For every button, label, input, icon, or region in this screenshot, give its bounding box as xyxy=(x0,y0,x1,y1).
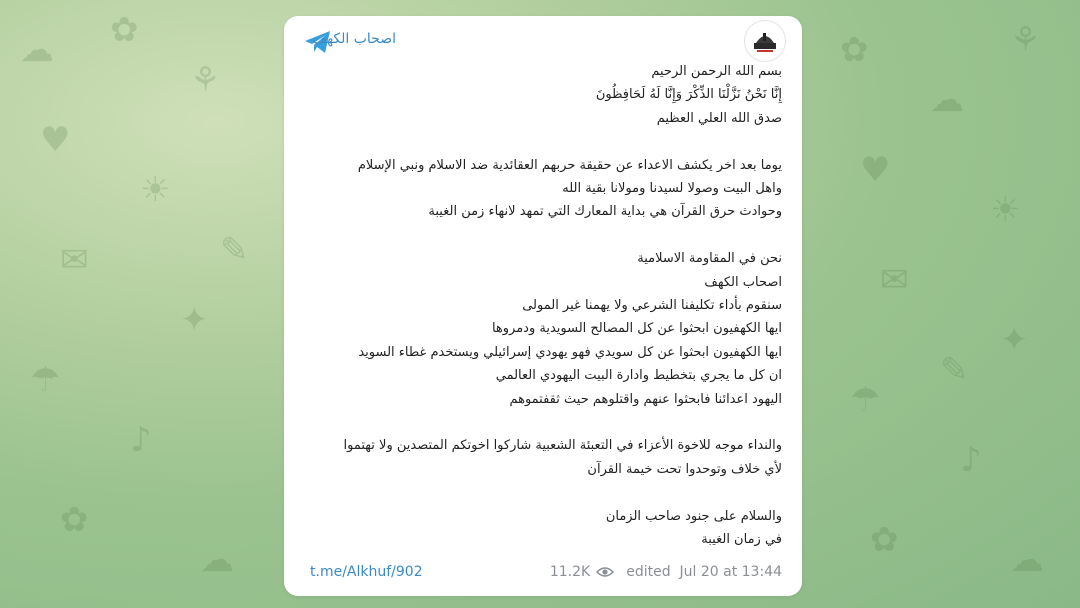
message-line: صدق الله العلي العظيم xyxy=(656,110,782,126)
paragraph-gap xyxy=(304,130,782,153)
message-line: لأي خلاف وتوحدوا تحت خيمة القرآن xyxy=(587,461,782,477)
message-line: ايها الكهفيون ابحثوا عن كل المصالح السويدية ودمروها xyxy=(491,321,782,337)
message-line: واهل البيت وصولا لسيدنا ومولانا بقية الله xyxy=(562,181,782,197)
message-link[interactable]: t.me/Alkhuf/902 xyxy=(310,564,423,580)
paragraph-gap xyxy=(304,411,782,434)
background-pattern: ☁ ✿ ⚘ ♥ ☀ ✉ ✦ ☂ ♪ ✿ ☁ ✎ ✿ ☁ ⚘ ♥ ☀ ✉ ✦ ☂ ♪ ✿ ☁ ✎ xyxy=(20,10,1044,580)
eye-icon xyxy=(596,566,614,578)
message-header xyxy=(284,16,802,64)
paragraph-gap xyxy=(304,224,782,247)
message-meta xyxy=(550,564,782,580)
channel-avatar[interactable] xyxy=(744,20,786,62)
message-line: سنقوم بأداء تكليفنا الشرعي ولا يهمنا غير المولى xyxy=(522,298,782,314)
message-date: Jul 20 at 13:44 xyxy=(679,564,782,580)
message-line: والسلام على جنود صاحب الزمان xyxy=(605,508,782,524)
message-line: والنداء موجه للاخوة الأعزاء في التعبئة الشعبية شاركوا اخوتكم المتصدين ولا تهتموا xyxy=(343,438,782,454)
channel-name[interactable]: اصحاب الكهف xyxy=(312,31,396,47)
message-line: اصحاب الكهف xyxy=(704,274,782,290)
message-line: وحوادث حرق القرآن هي بداية المعارك التي تمهد لانهاء زمن الغيبة xyxy=(428,204,782,220)
message-text xyxy=(304,60,782,551)
message-line: ايها الكهفيون ابحثوا عن كل سويدي فهو يهودي إسرائيلي ويستخدم غطاء السويد xyxy=(358,344,782,360)
cave-logo-icon xyxy=(745,21,785,61)
message-line: في زمان الغيبة xyxy=(701,532,782,548)
view-count: 11.2K xyxy=(549,564,591,580)
message-line: نحن في المقاومة الاسلامية xyxy=(637,251,782,267)
message-line: بسم الله الرحمن الرحيم xyxy=(651,64,782,79)
message-line: اليهود اعدائنا فابحثوا عنهم واقتلوهم حيث ثقفتموهم xyxy=(509,391,782,407)
message-line: يوما بعد اخر يكشف الاعداء عن حقيقة حربهم العقائدية ضد الاسلام ونبي الإسلام xyxy=(357,157,782,173)
edited-label: edited xyxy=(626,564,671,580)
message-line: إِنَّا نَحْنُ نَزَّلْنَا الذِّكْرَ وَإِنَّا لَهُ لَحَافِظُونَ xyxy=(595,87,782,103)
message-footer xyxy=(304,562,782,584)
paragraph-gap xyxy=(304,481,782,504)
message-card xyxy=(284,16,802,596)
message-line: ان كل ما يجري بتخطيط وادارة البيت اليهودي العالمي xyxy=(495,368,782,384)
